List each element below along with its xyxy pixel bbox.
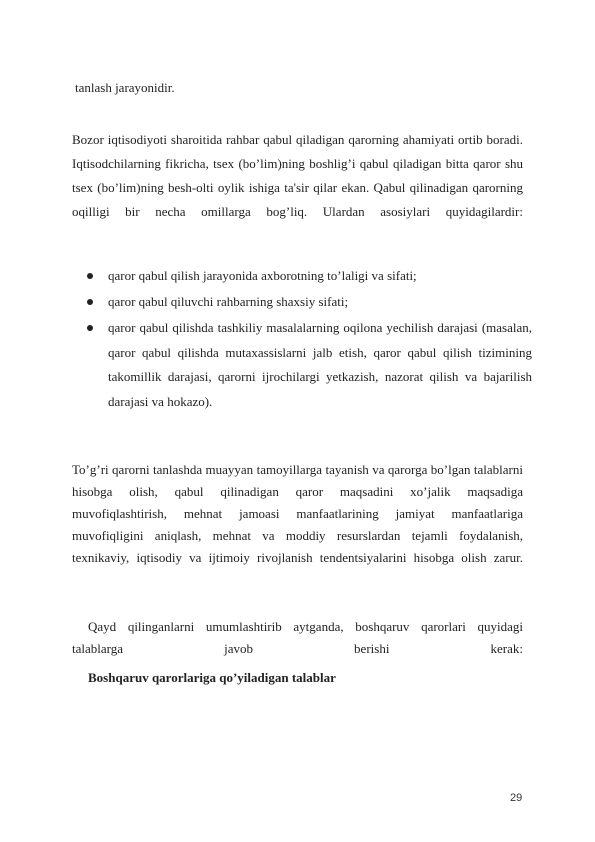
section-heading: Boshqaruv qarorlariga qo’yiladigan talablar xyxy=(88,670,336,685)
bullet-icon xyxy=(87,299,93,305)
bullet-icon xyxy=(87,273,93,279)
paragraph-2: To’g’ri qarorni tanlashda muayyan tamoyillarga tayanish va qarorga bo’lgan talablarni hisobga olish, qabul qilinadigan qaror maqsadini xo’jalik maqsadiga muvofiqlashtirish, mehnat jamoasi manfaatlarining jamiyat manfaatlariga muvofiqligini aniqlash, mehnat va moddiy resurslardan tejamli foydalanish, texnikaviy, iqtisodiy va ijtimoiy rivojlanish tendentsiyalarini hisobga olish zarur. xyxy=(72,462,523,565)
bullet-icon xyxy=(87,325,93,331)
intro-line: tanlash jarayonidir. xyxy=(75,80,175,95)
bullet-text: qaror qabul qilishda tashkiliy masalalarning oqilona yechilish darajasi (masalan, qaror qabul qilishda mutaxassislarni jalb etish, qaror qabul qilish tizimining takomillik darajasi, qarorni ijrochilargi yetkazish, nazorat qilish va bajarilish darajasi va hokazo). xyxy=(108,320,532,409)
paragraph-1: Bozor iqtisodiyoti sharoitida rahbar qabul qiladigan qarorning ahamiyati ortib boradi. Iqtisodchilarning fikricha, tsex (bo’lim)ning boshlig’i qabul qiladigan bitta qaror shu tsex (bo’lim)ning besh-olti oylik ishiga ta'sir qilar ekan. Qabul qilinadigan qarorning oqilligi bir necha omillarga bog’liq. Ulardan asosiylari quyidagilardir: xyxy=(72,132,523,219)
bullet-text: qaror qabul qilish jarayonida axborotning to’laligi va sifati; xyxy=(108,268,417,283)
bullet-text: qaror qabul qiluvchi rahbarning shaxsiy sifati; xyxy=(108,294,349,309)
page-number: 29 xyxy=(510,792,523,804)
paragraph-3: Qayd qilinganlarni umumlashtirib aytganda, boshqaruv qarorlari quyidagi talablarga javob berishi kerak: xyxy=(72,619,523,656)
